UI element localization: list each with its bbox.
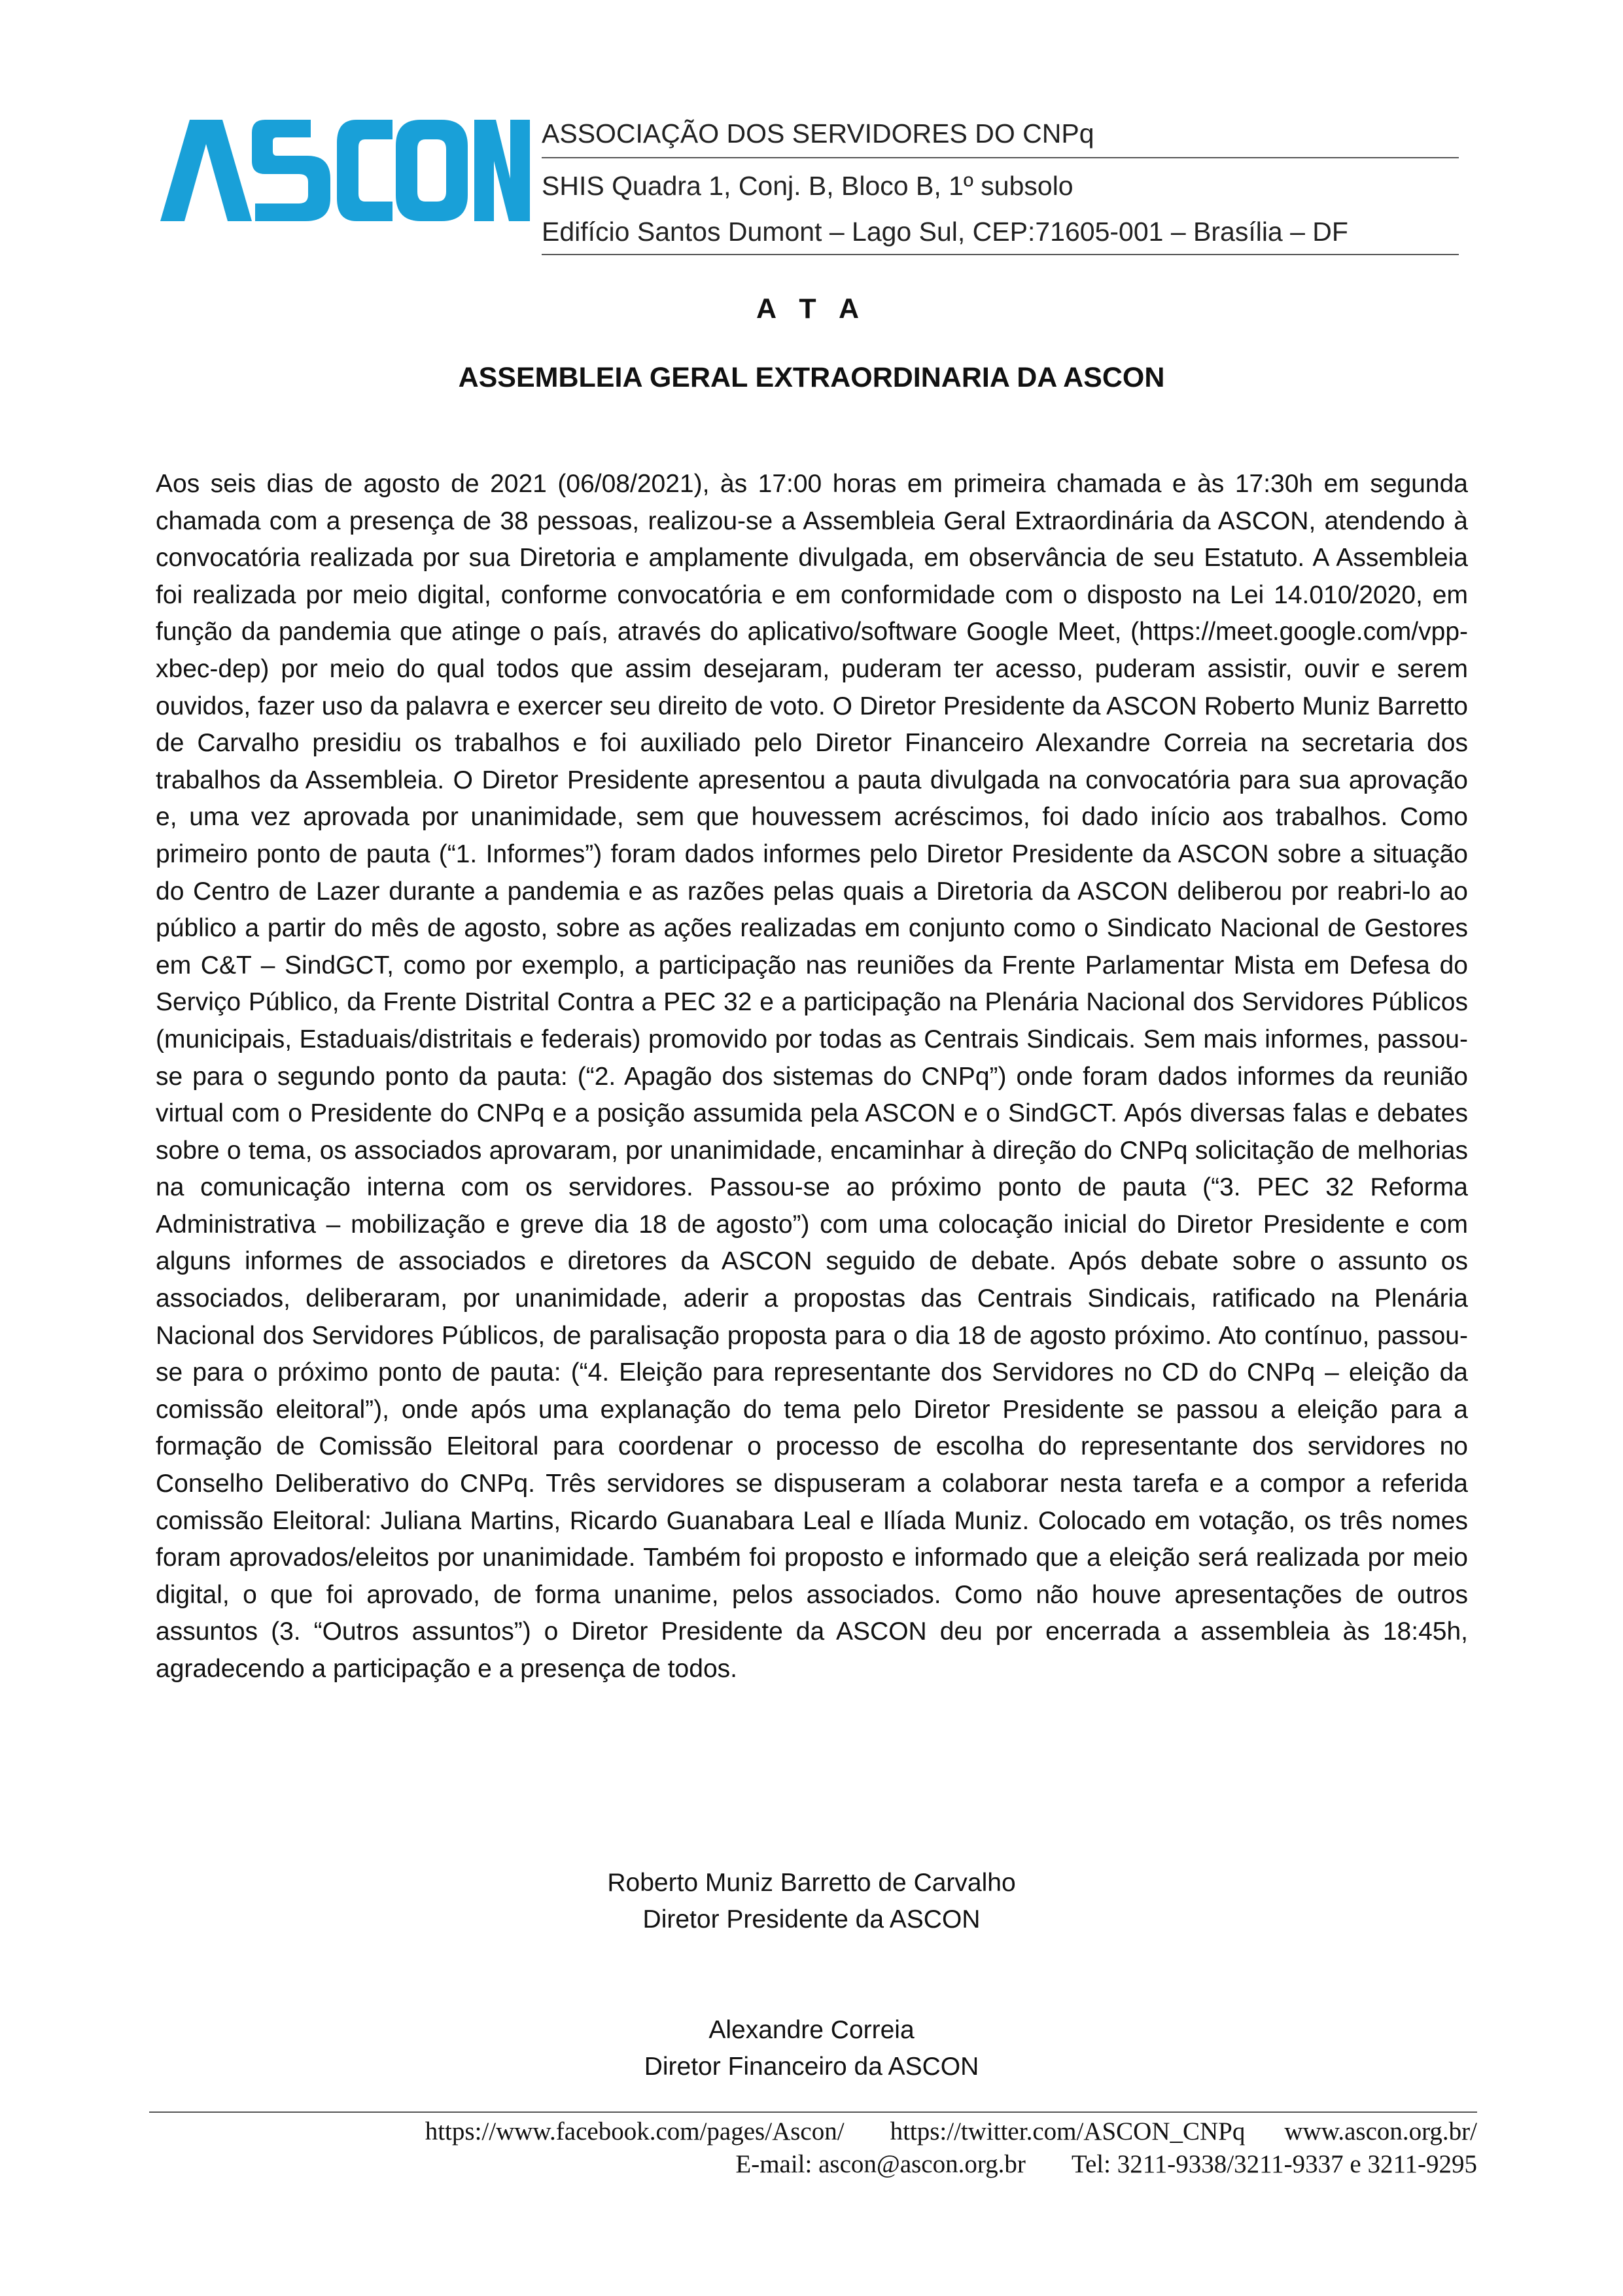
document-title: A T A	[756, 293, 867, 325]
signatory-role: Diretor Financeiro da ASCON	[644, 2053, 979, 2081]
header-address	[542, 113, 1459, 255]
phone-contact: Tel: 3211-9338/3211-9337 e 3211-9295	[1071, 2150, 1477, 2178]
signature-block-financial	[0, 2012, 1623, 2085]
signatory-name: Alexandre Correia	[708, 2016, 915, 2044]
building-line: Edifício Santos Dumont – Lago Sul, CEP:71605-001 – Brasília – DF	[542, 209, 1459, 255]
footer-divider	[149, 2111, 1477, 2113]
website-link[interactable]: www.ascon.org.br/	[1284, 2117, 1477, 2146]
document-subtitle: ASSEMBLEIA GERAL EXTRAORDINARIA DA ASCON	[458, 362, 1165, 393]
minutes-body: Aos seis dias de agosto de 2021 (06/08/2021), às 17:00 horas em primeira chamada e às 17:30h em segunda chamada com a presença de 38 pessoas, realizou-se a Assembleia Geral Extraordinária da ASCON, atendendo à convocatória realizada por sua Diretoria e amplamente divulgada, em observância de seu Estatuto. A Assembleia foi realizada por meio digital, conforme convocatória e em conformidade com o disposto na Lei 14.010/2020, em função da pandemia que atinge o país, através do aplicativo/software Google Meet, (https://meet.google.com/vpp-xbec-dep) por meio do qual todos que assim desejaram, puderam ter acesso, puderam assistir, ouvir e serem ouvidos, fazer uso da palavra e exercer seu direito de voto. O Diretor Presidente da ASCON Roberto Muniz Barretto de Carvalho presidiu os trabalhos e foi auxiliado pelo Diretor Financeiro Alexandre Correia na secretaria dos trabalhos da Assembleia. O Diretor Presidente apresentou a pauta divulgada na convocatória para sua aprovação e, uma vez aprovada por unanimidade, sem que houvessem acréscimos, foi dado início aos trabalhos. Como primeiro ponto de pauta (“1. Informes”) foram dados informes pelo Diretor Presidente da ASCON sobre a situação do Centro de Lazer durante a pandemia e as razões pelas quais a Diretoria da ASCON deliberou por reabri-lo ao público a partir do mês de agosto, sobre as ações realizadas em conjunto como o Sindicato Nacional de Gestores em C&T – SindGCT, como por exemplo, a participação nas reuniões da Frente Parlamentar Mista em Defesa do Serviço Público, da Frente Distrital Contra a PEC 32 e a participação na Plenária Nacional dos Servidores Públicos (municipais, Estaduais/distritais e federais) promovido por todas as Centrais Sindicais. Sem mais informes, passou-se para o segundo ponto da pauta: (“2. Apagão dos sistemas do CNPq”) onde foram dados informes da reunião virtual com o Presidente do CNPq e a posição assumida pela ASCON e o SindGCT. Após diversas falas e debates sobre o tema, os associados aprovaram, por unanimidade, encaminhar à direção do CNPq solicitação de melhorias na comunicação interna com os servidores. Passou-se ao próximo ponto de pauta (“3. PEC 32 Reforma Administrativa – mobilização e greve dia 18 de agosto”) com uma colocação inicial do Diretor Presidente e com alguns informes de associados e diretores da ASCON seguido de debate. Após debate sobre o assunto os associados, deliberaram, por unanimidade, aderir a propostas das Centrais Sindicais, ratificado na Plenária Nacional dos Servidores Públicos, de paralisação proposta para o dia 18 de agosto próximo. Ato contínuo, passou-se para o próximo ponto de pauta: (“4. Eleição para representante dos Servidores no CD do CNPq – eleição da comissão eleitoral”), onde após uma explanação do tema pelo Diretor Presidente se passou a eleição para a formação de Comissão Eleitoral para coordenar o processo de escolha do representante dos servidores no Conselho Deliberativo do CNPq. Três servidores se dispuseram a colaborar nesta tarefa e a compor a referida comissão Eleitoral: Juliana Martins, Ricardo Guanabara Leal e Ilíada Muniz. Colocado em votação, os três nomes foram aprovados/eleitos por unanimidade. Também foi proposto e informado que a eleição será realizada por meio digital, o que foi aprovado, de forma unanime, pelos associados. Como não houve apresentações de outros assuntos (3. “Outros assuntos”) o Diretor Presidente da ASCON deu por encerrada a assembleia às 18:45h, agradecendo a participação e a presença de todos.	[156, 470, 1468, 1683]
twitter-link[interactable]: https://twitter.com/ASCON_CNPq	[890, 2117, 1246, 2146]
signatory-role: Diretor Presidente da ASCON	[642, 1905, 981, 1934]
address-line: SHIS Quadra 1, Conj. B, Bloco B, 1º subsolo	[542, 171, 1073, 201]
facebook-link[interactable]: https://www.facebook.com/pages/Ascon/	[425, 2117, 845, 2146]
ascon-logo	[160, 116, 530, 224]
email-contact[interactable]: E-mail: ascon@ascon.org.br	[735, 2150, 1026, 2178]
signatory-name: Roberto Muniz Barretto de Carvalho	[607, 1869, 1016, 1897]
signature-block-president	[0, 1865, 1623, 1938]
association-name: ASSOCIAÇÃO DOS SERVIDORES DO CNPq	[542, 113, 1459, 158]
footer	[149, 2115, 1477, 2181]
